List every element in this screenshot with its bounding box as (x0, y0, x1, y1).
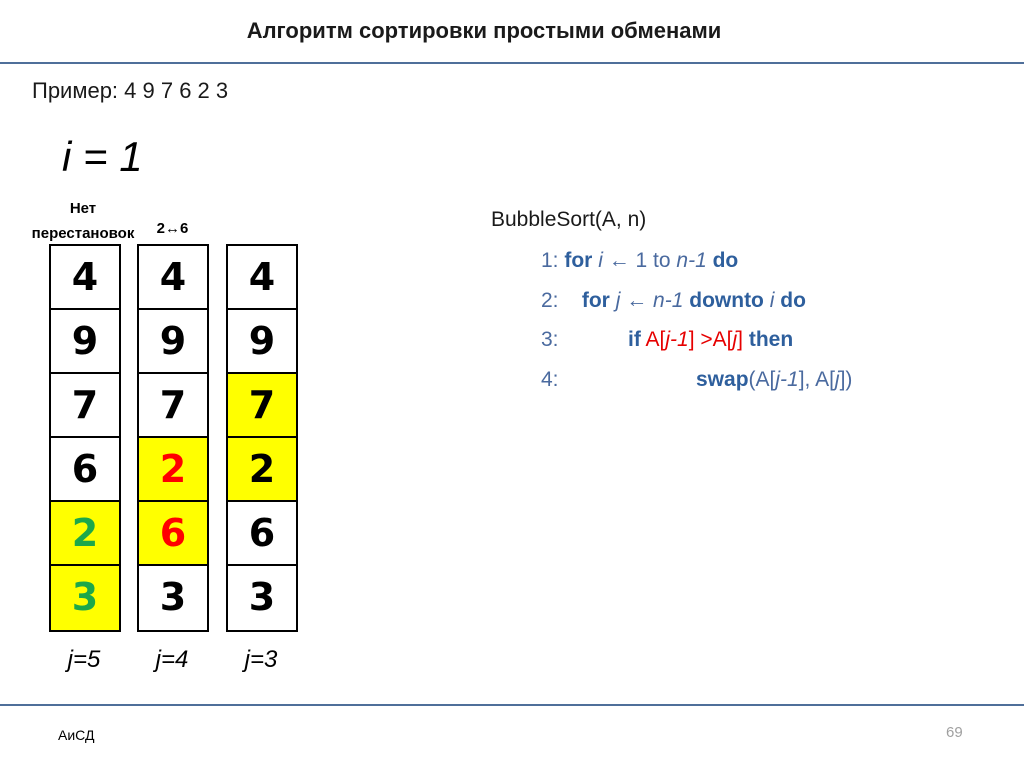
line-number: 2: (541, 289, 559, 312)
array-cell-compared: 2 (51, 502, 119, 566)
column-1-j-label: j=5 (67, 646, 101, 673)
code-line-1 (541, 249, 738, 273)
array-cell: 9 (51, 310, 119, 374)
array-cell: 4 (139, 246, 207, 310)
array-cell-compared: 7 (228, 374, 296, 438)
code-signature: BubbleSort(A, n) (491, 208, 647, 231)
var-n-minus-1: n-1 (676, 249, 707, 272)
var-i: i (598, 249, 603, 272)
footer-label: АиСД (58, 727, 95, 743)
code-line-3 (541, 328, 559, 352)
keyword-do: do (780, 289, 806, 312)
array-cell: 6 (51, 438, 119, 502)
keyword-do: do (712, 249, 739, 272)
array-cell-compared: 2 (228, 438, 296, 502)
keyword-for: for (581, 289, 610, 312)
line-number: 1: (541, 249, 559, 272)
code-line-4-body (696, 368, 852, 392)
column-1-header-line2: перестановок (31, 225, 135, 242)
line-number: 4: (541, 368, 559, 391)
keyword-then: then (748, 328, 794, 351)
array-column-2 (137, 244, 209, 632)
column-3-j-label: j=3 (244, 646, 278, 673)
keyword-for: for (564, 249, 593, 272)
code-text: ← (620, 289, 654, 312)
code-text: ] (737, 328, 743, 351)
var-j-minus-1: j-1 (775, 368, 799, 391)
bottom-divider (0, 704, 1024, 706)
array-cell: 3 (159, 575, 187, 619)
page-number: 69 (946, 724, 963, 741)
code-text: A[ (645, 328, 666, 351)
example-text: Пример: 4 9 7 6 2 3 (32, 78, 229, 103)
slide-title: Алгоритм сортировки простыми обменами (246, 18, 722, 43)
iteration-label: i = 1 (62, 133, 143, 180)
array-cell: 7 (139, 374, 207, 438)
array-cell-swapped: 2 (139, 438, 207, 502)
column-1-header-line1: Нет (69, 200, 97, 217)
code-line-4 (541, 368, 559, 392)
array-cell: 9 (139, 310, 207, 374)
var-j: j (732, 328, 738, 351)
array-column-1 (49, 244, 121, 632)
line-number: 3: (541, 328, 559, 351)
column-2-header-line2: 2↔6 (156, 220, 189, 237)
code-text: ] >A[ (688, 328, 733, 351)
top-divider (0, 62, 1024, 64)
array-cell: 3 (248, 575, 276, 619)
array-cell-swapped: 6 (139, 502, 207, 566)
code-text: ← 1 to (602, 249, 677, 272)
var-i: i (769, 289, 775, 312)
var-n-minus-1: n-1 (653, 289, 684, 312)
code-line-2 (541, 289, 806, 313)
array-cell: 7 (51, 374, 119, 438)
array-cell: 4 (228, 246, 296, 310)
array-cell: 9 (228, 310, 296, 374)
array-cell: 6 (228, 502, 296, 566)
column-2-header (135, 216, 210, 241)
column-2-j-label: j=4 (155, 646, 189, 673)
array-column-3 (226, 244, 298, 632)
var-j-minus-1: j-1 (665, 328, 689, 351)
keyword-swap: swap (696, 368, 749, 391)
keyword-downto: downto (689, 289, 764, 312)
code-text: ]) (839, 368, 853, 391)
code-line-3-body (628, 328, 793, 352)
keyword-if: if (628, 328, 641, 351)
code-text: (A[ (748, 368, 776, 391)
array-cell-compared: 3 (51, 566, 119, 630)
array-cell: 4 (51, 246, 119, 310)
code-condition (646, 328, 743, 351)
code-text: ], A[ (798, 368, 835, 391)
var-j: j (615, 289, 621, 312)
var-j: j (834, 368, 840, 391)
